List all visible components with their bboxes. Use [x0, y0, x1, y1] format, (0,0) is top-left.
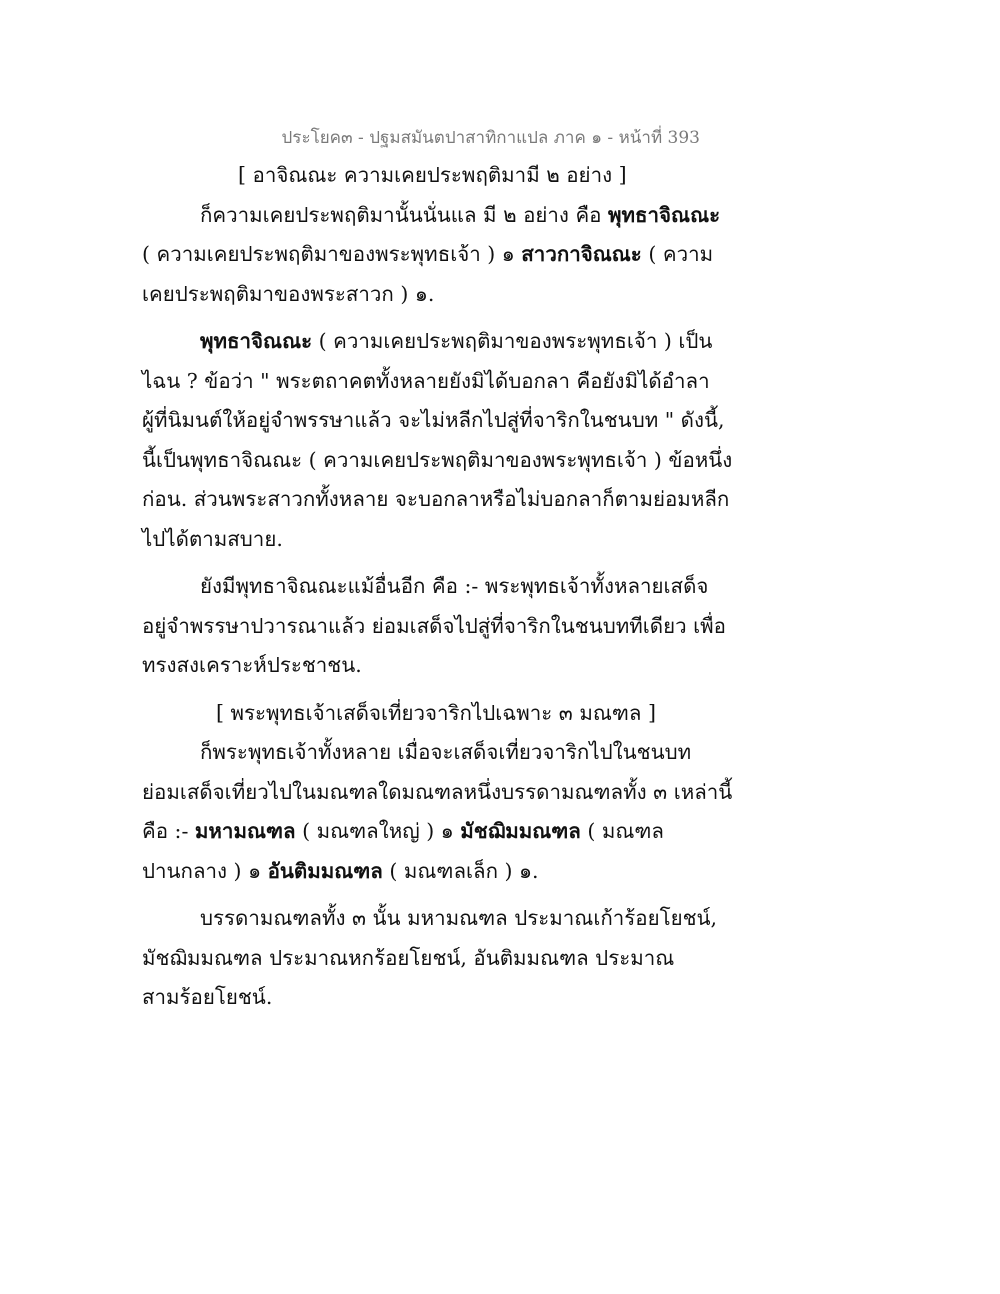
bold-term: มหามณฑล: [194, 819, 296, 843]
paragraph-line: มัชฌิมมณฑล ประมาณหกร้อยโยชน์, อันติมมณฑล ประมาณ: [142, 945, 675, 970]
paragraph-line: [142, 196, 721, 236]
paragraph-line: เคยประพฤติมาของพระสาวก ) ๑.: [142, 281, 435, 306]
text-run: ( ความเคยประพฤติมาของพระพุทธเจ้า ) ๑: [142, 242, 522, 266]
section-heading-acinna: [ อาจิณณะ ความเคยประพฤติมามี ๒ อย่าง ]: [238, 163, 627, 187]
paragraph-line: ทรงสงเคราะห์ประชาชน.: [142, 653, 362, 677]
paragraph-line: สามร้อยโยชน์.: [142, 985, 273, 1009]
running-header: ประโยค๓ - ปฐมสมันตปาสาทิกาแปล ภาค ๑ - หน้าที่ 393: [281, 128, 700, 148]
paragraph-line: ก็พระพุทธเจ้าทั้งหลาย เมื่อจะเสด็จเที่ยวจาริกไปในชนบท: [200, 740, 692, 764]
text-run: ปานกลาง ) ๑: [142, 858, 268, 883]
paragraph-line: บรรดามณฑลทั้ง ๓ นั้น มหามณฑล ประมาณเก้าร้อยโยชน์,: [200, 906, 718, 930]
paragraph-line: ผู้ที่นิมนต์ให้อยู่จำพรรษาแล้ว จะไม่หลีกไปสู่ที่จาริกในชนบท " ดังนี้,: [142, 408, 725, 432]
bold-term: อันติมมณฑล: [267, 858, 383, 883]
text-run: ( มณฑลใหญ่ ) ๑: [295, 819, 461, 843]
paragraph-line: ยังมีพุทธาจิณณะแม้อื่นอีก คือ :- พระพุทธเจ้าทั้งหลายเสด็จ: [200, 574, 709, 598]
paragraph-line: อยู่จำพรรษาปวารณาแล้ว ย่อมเสด็จไปสู่ที่จาริกในชนบททีเดียว เพื่อ: [142, 613, 726, 638]
text-run: ( มณฑล: [580, 819, 664, 843]
section-heading-mandala: [ พระพุทธเจ้าเสด็จเที่ยวจาริกไปเฉพาะ ๓ มณฑล ]: [216, 700, 656, 725]
paragraph-line: [142, 852, 702, 892]
paragraph-line: [142, 322, 713, 362]
paragraph-line: ไปได้ตามสบาย.: [142, 526, 283, 551]
bold-term: พุทธาจิณณะ: [608, 202, 721, 227]
bold-term: มัชฌิมมณฑล: [460, 819, 581, 843]
bold-term: สาวกาจิณณะ: [521, 242, 642, 266]
paragraph-line: นี้เป็นพุทธาจิณณะ ( ความเคยประพฤติมาของพระพุทธเจ้า ) ข้อหนึ่ง: [142, 447, 733, 472]
text-run: ก็ความเคยประพฤติมานั้นนั่นแล มี ๒ อย่าง คือ: [200, 202, 608, 227]
paragraph-line: ย่อมเสด็จเที่ยวไปในมณฑลใดมณฑลหนึ่งบรรดามณฑลทั้ง ๓ เหล่านี้: [142, 779, 733, 804]
paragraph-line: [142, 235, 714, 275]
text-run: ( ความเคยประพฤติมาของพระพุทธเจ้า ) เป็น: [312, 329, 713, 353]
bold-term: พุทธาจิณณะ: [200, 329, 313, 353]
text-run: ( ความ: [641, 242, 714, 266]
paragraph-line: ไฉน ? ข้อว่า " พระตถาคตทั้งหลายยังมิได้บอกลา คือยังมิได้อำลา: [142, 368, 710, 393]
page-body: [142, 156, 733, 1018]
text-run: ( มณฑลเล็ก ) ๑.: [382, 858, 539, 883]
paragraph-line: [142, 812, 702, 852]
text-run: คือ :-: [142, 819, 195, 843]
paragraph-line: ก่อน. ส่วนพระสาวกทั้งหลาย จะบอกลาหรือไม่บอกลาก็ตามย่อมหลีก: [142, 487, 730, 511]
